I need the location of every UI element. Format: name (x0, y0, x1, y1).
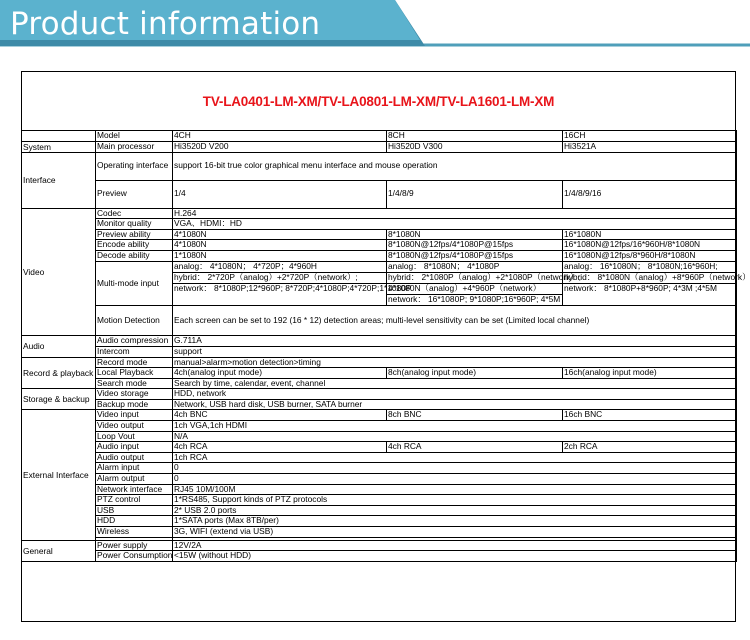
table-row (22, 540, 737, 551)
row-label: Backup mode (96, 399, 173, 410)
table-row (22, 131, 737, 142)
cell-8ch: analog： 8*1080N； 4*1080P (387, 261, 563, 272)
cell-value: 1*RS485, Support kinds of PTZ protocols (173, 495, 737, 506)
row-label: Video output (96, 421, 173, 432)
row-label: Preview ability (96, 229, 173, 240)
cell-16ch: 1/4/8/9/16 (563, 180, 737, 208)
cell-16ch: analog： 16*1080N； 8*1080N;16*960H; (563, 261, 737, 272)
category-external-interface: External Interface (22, 410, 96, 540)
banner-title: Product information (10, 6, 321, 42)
cell-value: 2* USB 2.0 ports (173, 505, 737, 516)
table-row (22, 219, 737, 230)
row-label: Wireless (96, 527, 173, 538)
row-label: USB (96, 505, 173, 516)
table-row (22, 452, 737, 463)
cell-value: RJ45 10M/100M (173, 484, 737, 495)
cell-value: support (173, 346, 737, 357)
table-row (22, 141, 737, 152)
cell-8ch: 8*1080N (387, 229, 563, 240)
cell-4ch: 4CH (173, 131, 387, 142)
table-row (22, 229, 737, 240)
table-row (22, 346, 737, 357)
table-row (22, 463, 737, 474)
cell-16ch: Hi3521A (563, 141, 737, 152)
table-row (22, 505, 737, 516)
row-label: Audio output (96, 452, 173, 463)
cell-4ch: network： 8*1080P;12*960P; 8*720P;4*1080P;4*720P;1*1080P (173, 283, 387, 305)
cell-value: 1ch VGA,1ch HDMI (173, 421, 737, 432)
cell-8ch: Hi3520D V300 (387, 141, 563, 152)
row-label: PTZ control (96, 495, 173, 506)
table-row (22, 368, 737, 379)
category-interface: Interface (22, 152, 96, 208)
cell-16ch: 16*1080N (563, 229, 737, 240)
cell-8ch: 8*1080N@12fps/4*1080P@15fps (387, 240, 563, 251)
row-label: Audio compression (96, 336, 173, 347)
table-row (22, 250, 737, 261)
cell-value: 12V/2A (173, 540, 737, 551)
table-row (22, 357, 737, 368)
cell-4ch: Hi3520D V200 (173, 141, 387, 152)
table-row (22, 442, 737, 453)
cell-value: 1ch RCA (173, 452, 737, 463)
table-row (22, 431, 737, 442)
row-label: Search mode (96, 378, 173, 389)
table-row (22, 421, 737, 432)
cell-value: 0 (173, 463, 737, 474)
table-row (22, 378, 737, 389)
row-label: Power Consumption (97, 550, 173, 561)
table-row (22, 180, 737, 208)
row-label: Video storage (96, 389, 173, 400)
cell-8ch: 8ch BNC (387, 410, 563, 421)
cell-value: Each screen can be set to 192 (16 * 12) detection areas; multi-level sensitivity can be set (Limited local channel) (173, 306, 737, 336)
row-label: Intercom (96, 346, 173, 357)
model-title: TV-LA0401-LM-XM/TV-LA0801-LM-XM/TV-LA1601-LM-XM (202, 94, 555, 109)
cell-8ch: 4*1080N（analog）+4*960P（network） (387, 283, 563, 294)
table-row (22, 399, 737, 410)
row-label: Video input (96, 410, 173, 421)
row-label: Preview (96, 180, 173, 208)
cell-value: 3G, WIFI (extend via USB) (173, 527, 737, 538)
category-record-playback: Record & playback (22, 357, 96, 389)
cell-value: Network, USB hard disk, USB burner, SATA burner (173, 399, 737, 410)
row-label: Audio input (96, 442, 173, 453)
cell-8ch: network： 16*1080P; 9*1080P;16*960P; 4*5M (387, 295, 563, 306)
cell-value: HDD, network (173, 389, 737, 400)
cell-value: manual>alarm>motion detection>timing (173, 357, 737, 368)
cell-16ch: 16*1080N@12fps/16*960H/8*1080N (563, 240, 737, 251)
category-system: System (22, 141, 96, 152)
cell-4ch: 1/4 (173, 180, 387, 208)
table-row (22, 474, 737, 485)
row-label: Main processor (96, 141, 173, 152)
cell-16ch: network： 8*1080P+8*960P; 4*3M ;4*5M (563, 283, 737, 305)
row-label: Motion Detection (96, 306, 173, 336)
cell-4ch: 1*1080N (173, 250, 387, 261)
cell-value: N/A (173, 431, 737, 442)
cell-value: G.711A (173, 336, 737, 347)
row-label: Encode ability (96, 240, 173, 251)
cell-16ch: 16*1080N@12fps/8*960H/8*1080N (563, 250, 737, 261)
row-label: Power supply (96, 540, 173, 551)
cell-value: H.264 (173, 208, 737, 219)
cell-16ch: 16CH (563, 131, 737, 142)
table-row (22, 410, 737, 421)
table-row (22, 495, 737, 506)
table-row (22, 208, 737, 219)
category-video: Video (22, 208, 96, 336)
cell-8ch: 8ch(analog input mode) (387, 368, 563, 379)
row-label: Network interface (96, 484, 173, 495)
row-label: Alarm output (96, 474, 173, 485)
cell-4ch: hybrid： 2*720P（analog）+2*720P（network）; (173, 272, 387, 283)
cell-value: support 16-bit true color graphical menu interface and mouse operation (173, 152, 737, 180)
cell-8ch: 1/4/8/9 (387, 180, 563, 208)
table-row (22, 306, 737, 336)
row-label: Decode ability (96, 250, 173, 261)
cell-4ch: 4ch BNC (173, 410, 387, 421)
cell-4ch: analog： 4*1080N； 4*720P；4*960H (173, 261, 387, 272)
table-row (22, 152, 737, 180)
cell-value: VGA、HDMI：HD (173, 219, 737, 230)
cell-value: Search by time, calendar, event, channel (173, 378, 737, 389)
cell-8ch: 4ch RCA (387, 442, 563, 453)
cell-16ch: hybrid： 8*1080N（analog）+8*960P（network） (564, 272, 750, 283)
cell-value: 0 (173, 474, 737, 485)
table-row (22, 516, 737, 527)
row-label: Local Playback (96, 368, 173, 379)
row-label: Codec (96, 208, 173, 219)
cell-value: <15W (without HDD) (173, 551, 737, 562)
row-label: HDD (96, 516, 173, 527)
table-row (22, 484, 737, 495)
category-general: General (22, 540, 96, 561)
category-storage-backup: Storage & backup (22, 389, 96, 410)
table-row (22, 527, 737, 538)
row-label: Record mode (96, 357, 173, 368)
table-row (22, 240, 737, 251)
cell-16ch: 2ch RCA (563, 442, 737, 453)
row-label: Alarm input (96, 463, 173, 474)
table-row (22, 389, 737, 400)
cell-4ch: 4ch RCA (173, 442, 387, 453)
row-label: Monitor quality (96, 219, 173, 230)
row-label: Operating interface (96, 152, 173, 180)
cell-8ch: 8*1080N@12fps/4*1080P@15fps (387, 250, 563, 261)
table-row (22, 336, 737, 347)
cell-8ch: hybrid： 2*1080P（analog）+2*1080P（network）; (388, 272, 581, 283)
spec-table (21, 130, 750, 562)
category-audio: Audio (22, 336, 96, 357)
cell-8ch: 8CH (387, 131, 563, 142)
product-info-banner (0, 0, 750, 52)
cell-value: 1*SATA ports (Max 8TB/per) (173, 516, 737, 527)
table-row (22, 551, 737, 562)
cell-4ch: 4ch(analog input mode) (173, 368, 387, 379)
cell-4ch: 4*1080N (173, 240, 387, 251)
row-label: Model (96, 131, 173, 142)
row-label: Loop Vout (96, 431, 173, 442)
cell-4ch: 4*1080N (173, 229, 387, 240)
cell-16ch: 16ch(analog input mode) (563, 368, 737, 379)
spec-sheet (21, 71, 750, 622)
cell-16ch: 16ch BNC (563, 410, 737, 421)
row-label: Multi-mode input (96, 261, 173, 306)
